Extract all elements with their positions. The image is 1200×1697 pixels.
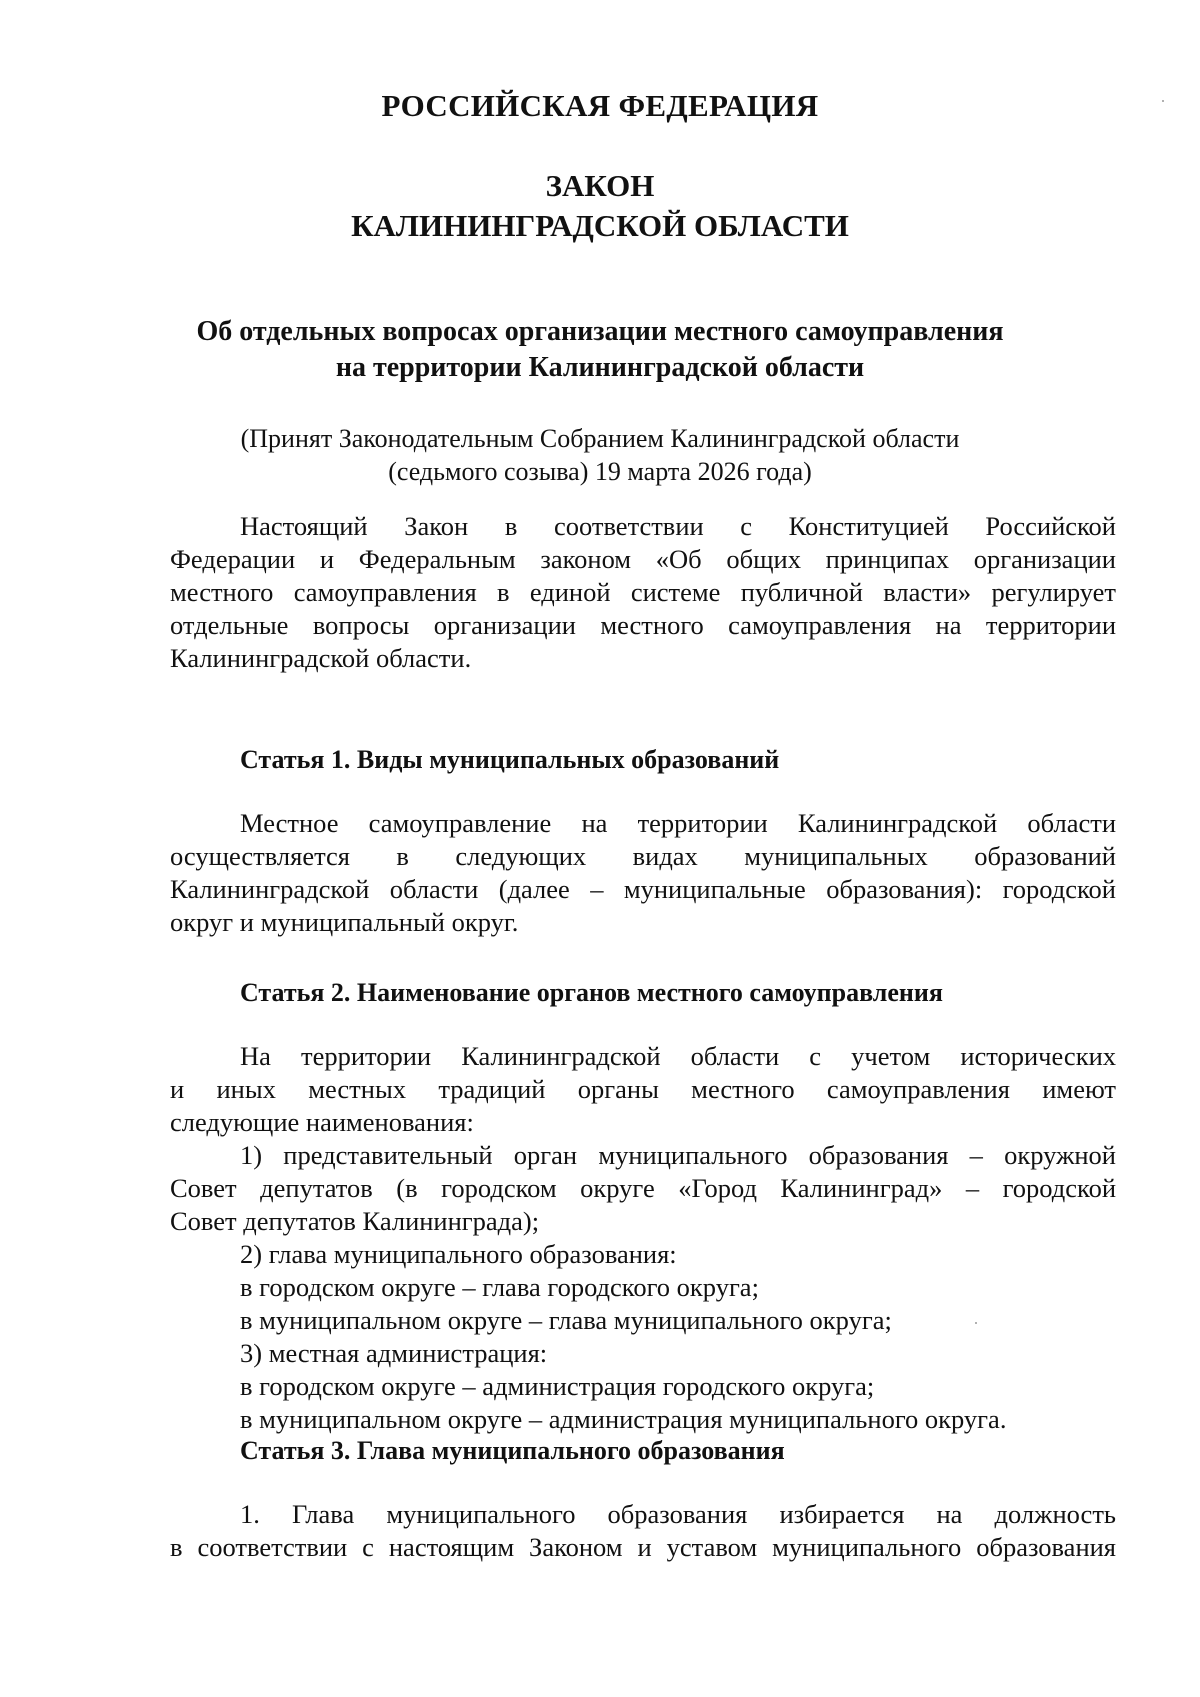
article-1-heading: Статья 1. Виды муниципальных образований: [240, 745, 780, 774]
preamble-line: Настоящий Закон в соответствии с Конституцией Российской: [240, 511, 1116, 541]
article-3-heading: Статья 3. Глава муниципального образования: [240, 1436, 785, 1465]
scan-speck: [975, 1322, 977, 1324]
article-2-item-1-line: 1) представительный орган муниципального образования – окружной: [240, 1140, 1116, 1170]
adoption-note: [0, 422, 1200, 488]
article-2-item-1-line: Совет депутатов Калининграда);: [170, 1206, 540, 1236]
law-title-block: [0, 166, 1200, 246]
article-3-line: 1. Глава муниципального образования избирается на должность: [240, 1499, 1116, 1529]
adoption-line-2: (седьмого созыва) 19 марта 2026 года): [388, 457, 812, 486]
article-2-line: следующие наименования:: [170, 1107, 474, 1137]
law-name-line-2: на территории Калининградской области: [335, 352, 865, 383]
article-2-heading: Статья 2. Наименование органов местного самоуправления: [240, 978, 943, 1007]
article-2-item-3: 3) местная администрация:: [240, 1338, 548, 1368]
article-2-item-3b: в муниципальном округе – администрация муниципального округа.: [240, 1404, 1007, 1434]
article-2-item-1-line: Совет депутатов (в городском округе «Город Калининград» – городской: [170, 1173, 1116, 1203]
country-title: РОССИЙСКАЯ ФЕДЕРАЦИЯ: [381, 88, 819, 123]
preamble-line: местного самоуправления в единой системе публичной власти» регулирует: [170, 577, 1116, 607]
region-name: КАЛИНИНГРАДСКОЙ ОБЛАСТИ: [351, 208, 849, 243]
article-2-text: [170, 1040, 1116, 1436]
preamble-paragraph: [170, 510, 1116, 675]
article-2-line: и иных местных традиций органы местного самоуправления имеют: [170, 1074, 1116, 1104]
law-name: [0, 314, 1200, 386]
article-2-line: На территории Калининградской области с учетом исторических: [240, 1041, 1116, 1071]
article-1-line: округ и муниципальный округ.: [170, 907, 519, 937]
article-2-item-3a: в городском округе – администрация городского округа;: [240, 1371, 875, 1401]
article-2-item-2a: в городском округе – глава городского округа;: [240, 1272, 759, 1302]
adoption-line-1: (Принят Законодательным Собранием Калининградской области: [240, 424, 960, 453]
article-1-line: осуществляется в следующих видах муниципальных образований: [170, 841, 1116, 871]
preamble-line: Калининградской области.: [170, 643, 472, 673]
law-name-line-1: Об отдельных вопросах организации местного самоуправления: [196, 316, 1004, 347]
preamble-line: Федерации и Федеральным законом «Об общих принципах организации: [170, 544, 1116, 574]
article-1-line: Местное самоуправление на территории Калининградской области: [240, 808, 1116, 838]
article-2-item-2: 2) глава муниципального образования:: [240, 1239, 677, 1269]
article-1-text: [170, 807, 1116, 939]
scan-speck: [1162, 100, 1164, 102]
preamble-line: отдельные вопросы организации местного самоуправления на территории: [170, 610, 1116, 640]
article-3-text: [170, 1498, 1116, 1564]
article-1-line: Калининградской области (далее – муниципальные образования): городской: [170, 874, 1116, 904]
article-2-item-2b: в муниципальном округе – глава муниципального округа;: [240, 1305, 892, 1335]
law-word: ЗАКОН: [545, 168, 655, 203]
article-3-line: в соответствии с настоящим Законом и уставом муниципального образования: [170, 1532, 1116, 1562]
